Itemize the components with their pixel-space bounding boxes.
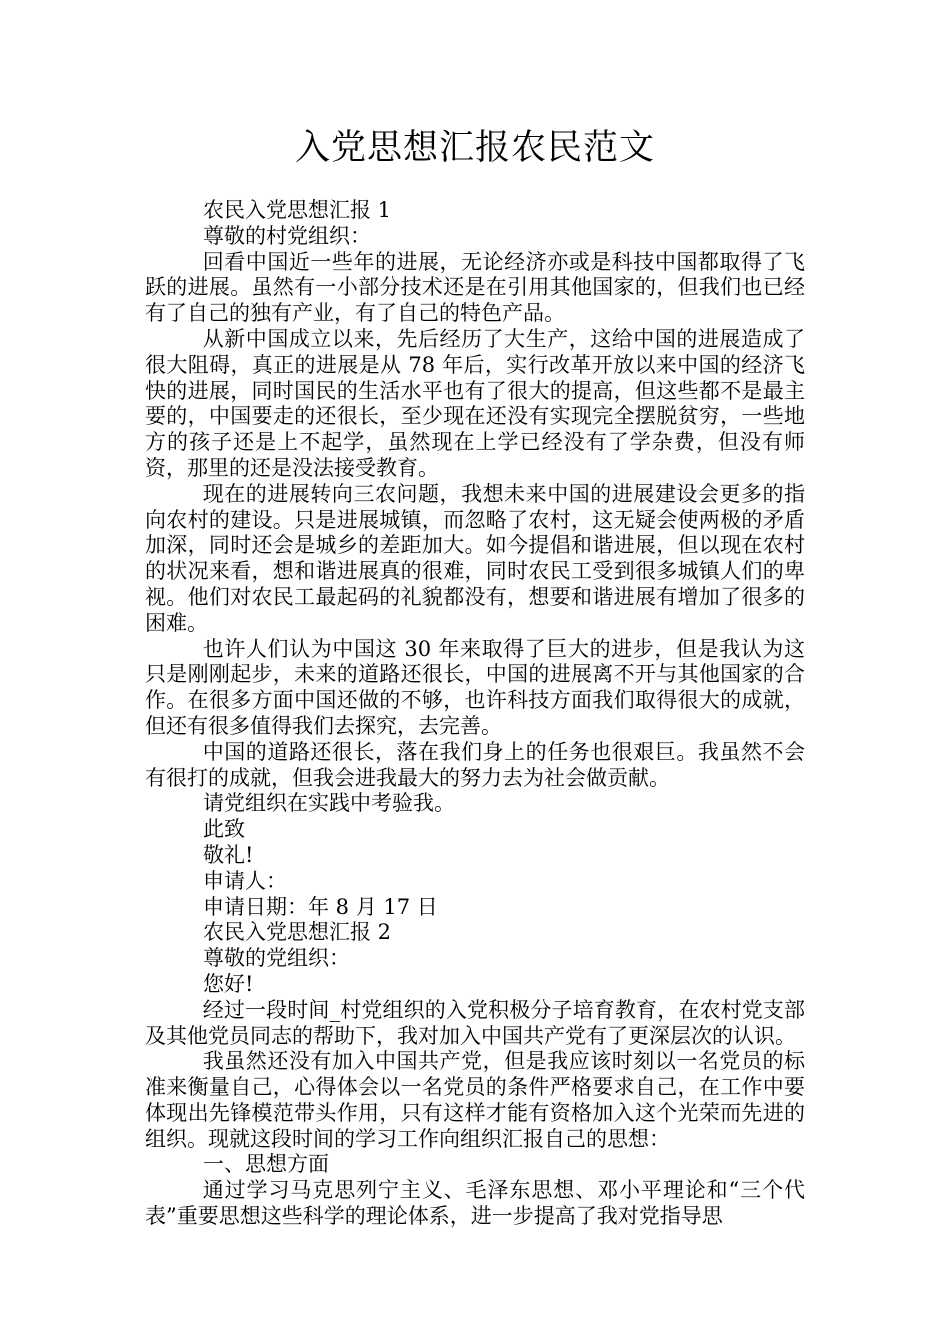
document-title: 入党思想汇报农民范文 bbox=[294, 128, 655, 168]
paragraph: 通过学习马克思列宁主义、毛泽东思想、邓小平理论和“三个代表”重要思想这些科学的理论体系，进一步提高了我对党指导思 bbox=[145, 1178, 805, 1229]
section-heading: 农民入党思想汇报 1 bbox=[203, 198, 392, 222]
subheading: 一、思想方面 bbox=[203, 1152, 329, 1177]
paragraph: 现在的进展转向三农问题，我想未来中国的进展建设会更多的指向农村的建设。只是进展城镇，而忽略了农村，这无疑会使两极的矛盾加深，同时还会是城乡的差距加大。如今提倡和谐进展，但以现在农村的状况来看，想和谐进展真的很难，同时农民工受到很多城镇人们的卑视。他们对农民工最起码的礼貌都没有，想要和谐进展有增加了很多的困难。 bbox=[145, 481, 805, 635]
section-heading: 农民入党思想汇报 2 bbox=[203, 920, 392, 945]
request-line: 请党组织在实践中考验我。 bbox=[203, 791, 455, 816]
applicant-line: 申请人： bbox=[203, 868, 287, 893]
closing-line: 此致 bbox=[203, 817, 245, 842]
greeting: 您好! bbox=[203, 971, 254, 996]
paragraph: 也许人们认为中国这 30 年来取得了巨大的进步，但是我认为这只是刚刚起步，未来的道路还很长，中国的进展离不开与其他国家的合作。在很多方面中国还做的不够，也许科技方面我们取得很大的成就，但还有很多值得我们去探究，去完善。 bbox=[145, 636, 805, 738]
salutation: 尊敬的党组织： bbox=[203, 946, 350, 971]
paragraph: 从新中国成立以来，先后经历了大生产，这给中国的进展造成了很大阻碍，真正的进展是从 78 年后，实行改革开放以来中国的经济飞快的进展，同时国民的生活水平也有了很大的提高，但这些都不是最主要的，中国要走的还很长，至少现在还没有实现完全摆脱贫穷，一些地方的孩子还是上不起学，虽然现在上学已经没有了学杂费，但没有师资，那里的还是没法接受教育。 bbox=[145, 326, 805, 480]
document-body bbox=[145, 198, 805, 1230]
paragraph: 中国的道路还很长，落在我们身上的任务也很艰巨。我虽然不会有很打的成就，但我会进我最大的努力去为社会做贡献。 bbox=[145, 739, 805, 790]
paragraph: 经过一段时间_村党组织的入党积极分子培育教育，在农村党支部及其他党员同志的帮助下，我对加入中国共产党有了更深层次的认识。 bbox=[145, 997, 805, 1048]
paragraph: 回看中国近一些年的进展，无论经济亦或是科技中国都取得了飞跃的进展。虽然有一小部分技术还是在引用其他国家的，但我们也已经有了自己的独有产业，有了自己的特色产品。 bbox=[145, 249, 805, 326]
document-page bbox=[145, 120, 805, 1230]
paragraph: 我虽然还没有加入中国共产党，但是我应该时刻以一名党员的标准来衡量自己，心得体会以一名党员的条件严格要求自己，在工作中要体现出先锋模范带头作用，只有这样才能有资格加入这个光荣而先进的组织。现就这段时间的学习工作向组织汇报自己的思想： bbox=[145, 1049, 805, 1151]
salutation: 尊敬的村党组织： bbox=[203, 223, 371, 248]
closing-line: 敬礼! bbox=[203, 842, 254, 867]
date-line: 申请日期：年 8 月 17 日 bbox=[203, 894, 438, 919]
